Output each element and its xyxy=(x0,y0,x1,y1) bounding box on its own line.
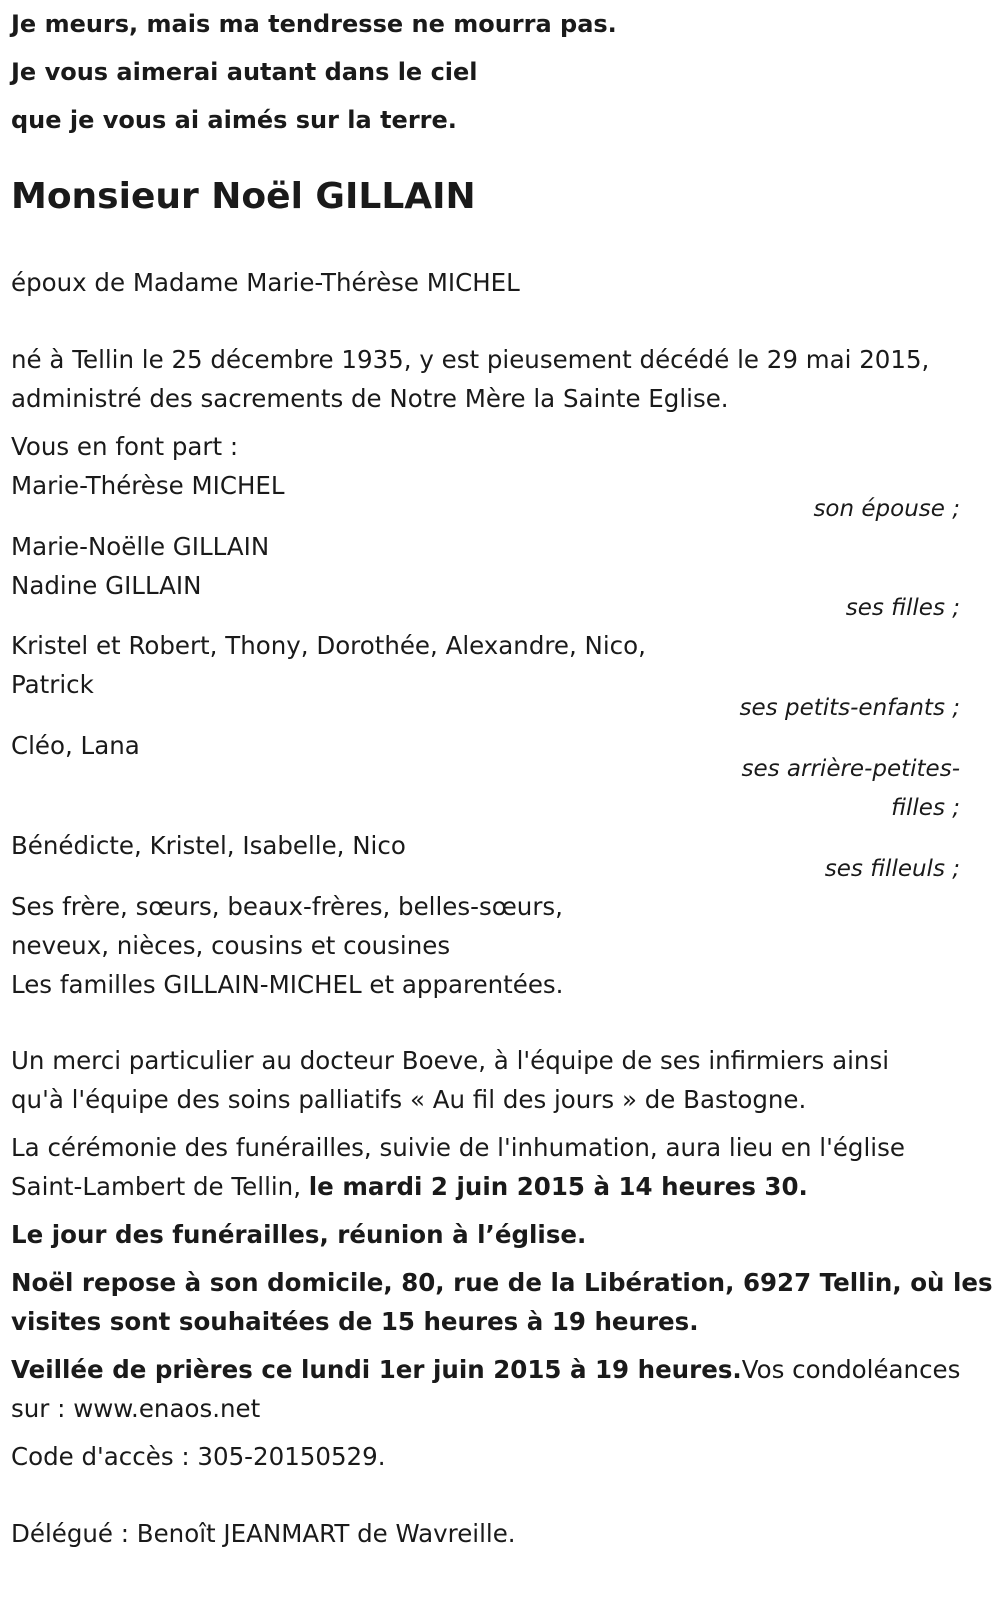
ceremony-date: le mardi 2 juin 2015 à 14 heures 30. xyxy=(308,1172,808,1201)
family-relation: ses petits-enfants ; xyxy=(739,695,960,721)
rest-line-2: visites sont souhaitées de 15 heures à 19 heures. xyxy=(11,1307,699,1336)
thanks-line: qu'à l'équipe des soins palliatifs « Au fil des jours » de Bastogne. xyxy=(11,1085,807,1114)
family-relation: filles ; xyxy=(891,795,960,821)
vigil-line-2: sur : www.enaos.net xyxy=(11,1394,261,1423)
ceremony-line-1: La cérémonie des funérailles, suivie de l'inhumation, aura lieu en l'église xyxy=(11,1133,905,1162)
epitaph-line-3: que je vous ai aimés sur la terre. xyxy=(11,106,457,134)
birth-death-line-2: administré des sacrements de Notre Mère la Sainte Eglise. xyxy=(11,384,729,413)
condolences-text: Vos condoléances xyxy=(741,1355,961,1384)
epitaph-line-1: Je meurs, mais ma tendresse ne mourra pas. xyxy=(11,10,617,38)
family-member: Nadine GILLAIN xyxy=(11,571,202,600)
announce-intro: Vous en font part : xyxy=(11,432,239,461)
family-member: Cléo, Lana xyxy=(11,731,140,760)
rest-line-1: Noël repose à son domicile, 80, rue de la Libération, 6927 Tellin, où les xyxy=(11,1268,993,1297)
spouse-line: époux de Madame Marie-Thérèse MICHEL xyxy=(11,268,520,297)
access-code: Code d'accès : 305-20150529. xyxy=(11,1442,386,1471)
family-member: Bénédicte, Kristel, Isabelle, Nico xyxy=(11,831,406,860)
extended-family-line: neveux, nièces, cousins et cousines xyxy=(11,931,451,960)
family-relation: son épouse ; xyxy=(813,496,960,522)
family-member: Marie-Noëlle GILLAIN xyxy=(11,532,270,561)
ceremony-place: Saint-Lambert de Tellin, xyxy=(11,1172,309,1201)
family-relation: ses filleuls ; xyxy=(824,856,960,882)
meeting-line: Le jour des funérailles, réunion à l’église. xyxy=(11,1220,587,1249)
family-relation: ses filles ; xyxy=(845,595,960,621)
extended-family-line: Ses frère, sœurs, beaux-frères, belles-sœurs, xyxy=(11,892,563,921)
vigil-line-1 xyxy=(11,1350,960,1390)
thanks-line: Un merci particulier au docteur Boeve, à l'équipe de ses infirmiers ainsi xyxy=(11,1046,890,1075)
family-relation: ses arrière-petites- xyxy=(741,756,960,782)
delegate-line: Délégué : Benoît JEANMART de Wavreille. xyxy=(11,1519,516,1548)
deceased-name: Monsieur Noël GILLAIN xyxy=(11,176,476,217)
family-member: Kristel et Robert, Thony, Dorothée, Alexandre, Nico, xyxy=(11,631,646,660)
birth-death-line-1: né à Tellin le 25 décembre 1935, y est pieusement décédé le 29 mai 2015, xyxy=(11,345,930,374)
family-member: Marie-Thérèse MICHEL xyxy=(11,471,285,500)
epitaph-line-2: Je vous aimerai autant dans le ciel xyxy=(11,58,478,86)
vigil-text: Veillée de prières ce lundi 1er juin 2015 à 19 heures. xyxy=(11,1355,742,1384)
family-member: Patrick xyxy=(11,670,94,699)
ceremony-line-2 xyxy=(11,1167,808,1207)
extended-family-line: Les familles GILLAIN-MICHEL et apparentées. xyxy=(11,970,564,999)
